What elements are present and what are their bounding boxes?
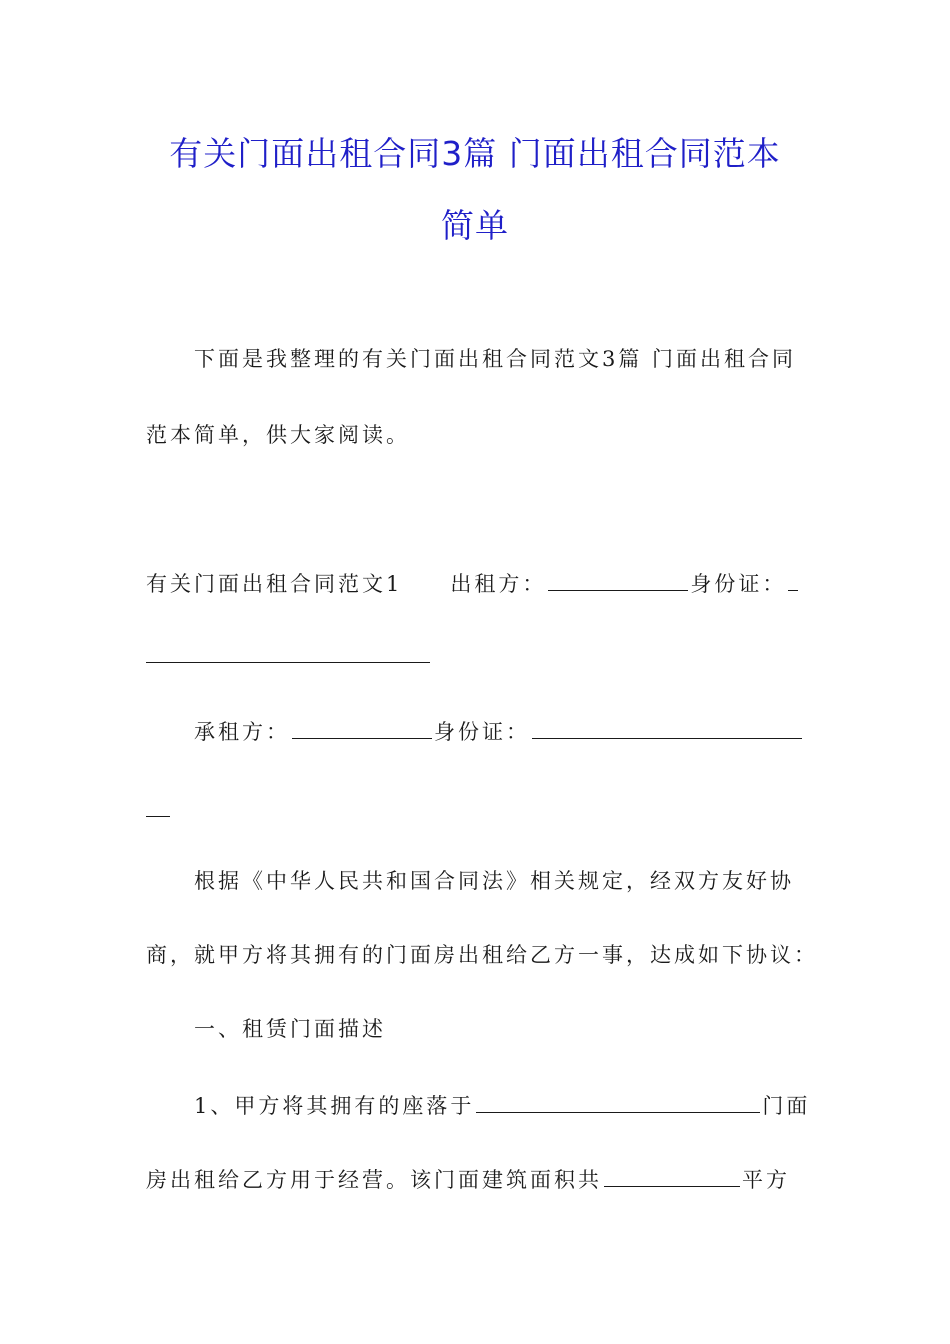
clause1-item1-line1 xyxy=(194,1090,810,1121)
lessee-id-blank xyxy=(532,716,802,739)
section1-heading: 有关门面出租合同范文1 xyxy=(146,572,403,596)
location-blank xyxy=(476,1090,760,1113)
lessee-line xyxy=(194,716,804,747)
clause1-item1-text1: 1、甲方将其拥有的座落于 xyxy=(194,1094,475,1118)
lessor-line xyxy=(146,568,800,599)
lessee-id-continuation xyxy=(146,794,172,825)
lessor-id-continuation xyxy=(146,640,432,671)
lessor-label: 出租方： xyxy=(450,572,547,596)
document-title-line2: 简单 xyxy=(441,206,509,245)
clause1-item1-text4: 平方 xyxy=(742,1168,790,1192)
lessor-id-label: 身份证： xyxy=(690,572,787,596)
preamble-line2: 商，就甲方将其拥有的门面房出租给乙方一事，达成如下协议： xyxy=(146,943,818,967)
lessor-id-blank-start xyxy=(788,568,798,591)
clause1-item1-text2: 门面 xyxy=(762,1094,811,1118)
lessee-name-blank xyxy=(292,716,432,739)
intro-line1: 下面是我整理的有关门面出租合同范文3篇 门面出租合同 xyxy=(194,347,797,371)
lessee-label: 承租方： xyxy=(194,720,290,744)
area-blank xyxy=(604,1164,740,1187)
document-title-line1: 有关门面出租合同3篇 门面出租合同范本 xyxy=(169,134,781,173)
clause1-heading: 一、租赁门面描述 xyxy=(194,1017,386,1041)
lessor-name-blank xyxy=(548,568,688,591)
preamble-line1: 根据《中华人民共和国合同法》相关规定，经双方友好协 xyxy=(194,869,794,893)
lessor-id-blank xyxy=(146,640,430,663)
clause1-item1-line2 xyxy=(146,1164,790,1195)
lessee-id-blank-end xyxy=(146,794,170,817)
intro-line2: 范本简单，供大家阅读。 xyxy=(146,423,410,447)
lessee-id-label: 身份证： xyxy=(434,720,530,744)
clause1-item1-text3: 房出租给乙方用于经营。该门面建筑面积共 xyxy=(146,1168,602,1192)
